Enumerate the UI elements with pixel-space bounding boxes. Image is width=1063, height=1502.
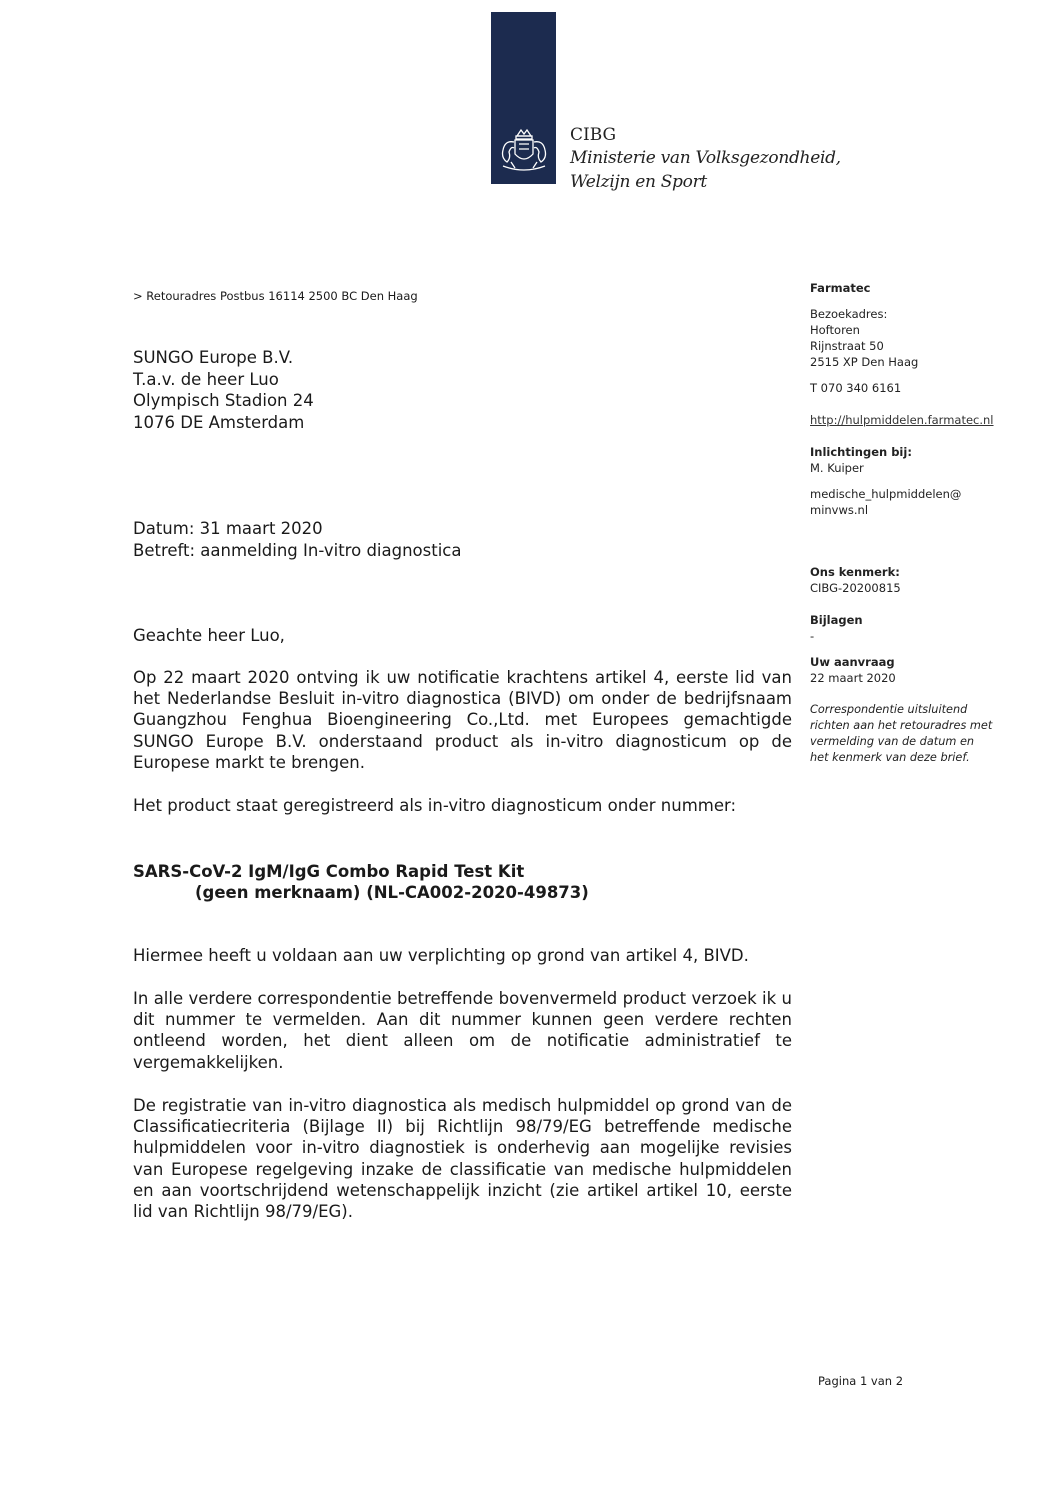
logo-ministry-line2: Welzijn en Sport (570, 172, 707, 192)
recipient-address (133, 347, 314, 433)
website-link[interactable]: http://hulpmiddelen.farmatec.nl (810, 413, 994, 427)
product-registration (133, 861, 589, 903)
visit-street: Rijnstraat 50 (810, 339, 884, 353)
subject-line: Betreft: aanmelding In-vitro diagnostica (133, 540, 462, 560)
logo-ministry-line1: Ministerie van Volksgezondheid, (570, 148, 841, 168)
recipient-line: Olympisch Stadion 24 (133, 391, 314, 410)
visit-postal-city: 2515 XP Den Haag (810, 355, 919, 369)
body-paragraph: Het product staat geregistreerd als in-vitro diagnosticum onder nummer: (133, 796, 737, 815)
visit-address-label: Bezoekadres: (810, 307, 888, 321)
contact-email[interactable]: medische_hulpmiddelen@ (810, 487, 962, 501)
contact-email[interactable]: minvws.nl (810, 503, 869, 517)
request-label: Uw aanvraag (810, 655, 895, 669)
info-label: Inlichtingen bij: (810, 445, 912, 459)
recipient-line: 1076 DE Amsterdam (133, 412, 305, 432)
attachments-label: Bijlagen (810, 613, 863, 627)
product-registration-number: (geen merknaam) (NL-CA002-2020-49873) (195, 883, 589, 902)
return-address: > Retouradres Postbus 16114 2500 BC Den Haag (133, 289, 418, 303)
reference-label: Ons kenmerk: (810, 565, 900, 579)
visit-building: Hoftoren (810, 323, 860, 337)
sidebar-contact-info (810, 280, 1010, 766)
sidebar-org-name: Farmatec (810, 281, 871, 295)
note-line: het kenmerk van deze brief. (810, 751, 970, 764)
contact-name: M. Kuiper (810, 461, 864, 475)
product-name: SARS-CoV-2 IgM/IgG Combo Rapid Test Kit (133, 862, 525, 881)
salutation: Geachte heer Luo, (133, 626, 285, 645)
logo-org-name: CIBG (570, 125, 617, 145)
recipient-line: T.a.v. de heer Luo (133, 369, 279, 389)
coat-of-arms-icon (497, 122, 551, 182)
letter-meta (133, 518, 461, 561)
attachments-value: - (810, 629, 815, 643)
date-line: Datum: 31 maart 2020 (133, 519, 323, 538)
note-line: Correspondentie uitsluitend (810, 703, 968, 716)
body-paragraph: De registratie van in-vitro diagnostica als medisch hulpmiddel op grond van de Classificatiecriteria (Bijlage II) bij Richtlijn 98/79/EG betreffende medische hulpmiddelen voor in-vitro diagnostiek is onderhevig aan mogelijke revisies van Europese regelgeving inzake de classificatie van medische hulpmiddelen en aan voortschrijdend wetenschappelijk inzicht (zie artikel artikel 10, eerste lid van Richtlijn 98/79/EG). (133, 1096, 792, 1222)
body-paragraph: Op 22 maart 2020 ontving ik uw notificatie krachtens artikel 4, eerste lid van het Nederlandse Besluit in-vitro diagnostica (BIVD) om onder de bedrijfsnaam Guangzhou Fenghua Bioengineering Co.,Ltd. met Europees gemachtigde SUNGO Europe B.V. onderstaand product als in-vitro diagnosticum op de Europese markt te brengen. (133, 668, 792, 772)
request-value: 22 maart 2020 (810, 671, 896, 685)
note-line: vermelding van de datum en (810, 735, 975, 748)
body-paragraph: In alle verdere correspondentie betreffende bovenvermeld product verzoek ik u dit nummer te vermelden. Aan dit nummer kunnen geen verdere rechten ontleend worden, het dient alleen om de notificatie administratief te vergemakkelijken. (133, 989, 792, 1072)
ministry-logo-text (570, 124, 841, 194)
government-logo-bar (491, 12, 556, 184)
page-number: Pagina 1 van 2 (818, 1374, 904, 1388)
correspondence-note (810, 702, 1010, 766)
body-paragraph: Hiermee heeft u voldaan aan uw verplichting op grond van artikel 4, BIVD. (133, 946, 749, 965)
note-line: richten aan het retouradres met (810, 719, 993, 732)
phone-number: T 070 340 6161 (810, 381, 902, 395)
reference-value: CIBG-20200815 (810, 581, 901, 595)
recipient-line: SUNGO Europe B.V. (133, 348, 294, 367)
